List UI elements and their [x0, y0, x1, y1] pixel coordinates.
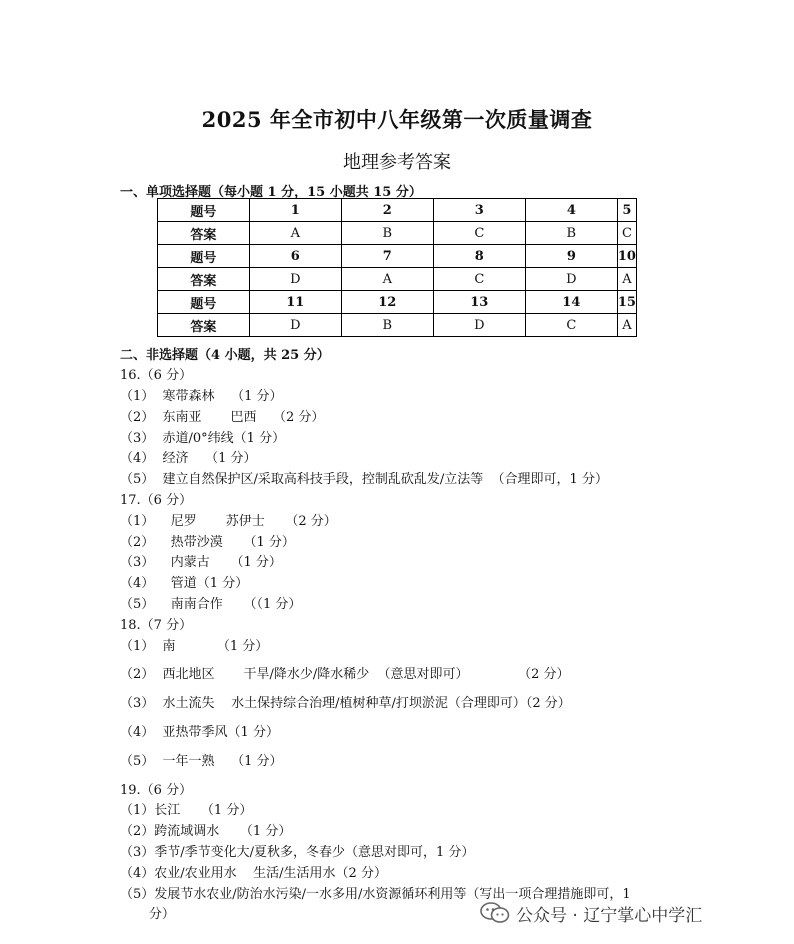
answer-cell: C	[433, 222, 525, 245]
row-label: 答案	[158, 268, 250, 291]
answer-cell: B	[341, 314, 433, 337]
question-number: 2	[341, 199, 433, 222]
q16-answer-4: （4） 经济 （1 分）	[120, 451, 257, 466]
q19-answer-1: （1）长江 （1 分）	[120, 803, 253, 818]
q16-answer-5: （5） 建立自然保护区/采取高科技手段，控制乱砍乱发/立法等 （合理即可，1 分）	[120, 472, 608, 487]
table-row	[158, 222, 637, 245]
q19-answer-5-cont: 分）	[120, 907, 175, 922]
q16-answer-3: （3） 赤道/0°纬线（1 分）	[120, 431, 286, 446]
document-subtitle: 地理参考答案	[343, 152, 451, 173]
answer-cell: A	[249, 222, 341, 245]
q18-answer-5: （5） 一年一熟 （1 分）	[120, 754, 283, 769]
q19-answer-4: （4）农业/农业用水 生活/生活用水（2 分）	[120, 866, 387, 881]
row-label: 题号	[158, 199, 250, 222]
q19-answer-3: （3）季节/季节变化大/夏秋多，冬春少（意思对即可，1 分）	[120, 845, 475, 860]
q18-answer-4: （4） 亚热带季风（1 分）	[120, 725, 279, 740]
row-label: 题号	[158, 245, 250, 268]
row-label: 答案	[158, 314, 250, 337]
answer-cell: B	[341, 222, 433, 245]
table-row	[158, 199, 637, 222]
q16-answer-2: （2） 东南亚 巴西 （2 分）	[120, 410, 325, 425]
answer-cell: D	[249, 314, 341, 337]
q19-answer-5: （5）发展节水农业/防治水污染/一水多用/水资源循环利用等（写出一项合理措施即可，1	[120, 887, 631, 902]
q18-heading: 18.（7 分）	[120, 618, 193, 633]
question-number: 7	[341, 245, 433, 268]
answer-table	[157, 198, 637, 337]
row-label: 答案	[158, 222, 250, 245]
question-number: 9	[525, 245, 617, 268]
q19-answer-2: （2）跨流域调水 （1 分）	[120, 824, 292, 839]
table-row	[158, 291, 637, 314]
table-row	[158, 268, 637, 291]
section1-heading: 一、单项选择题（每小题 1 分，15 小题共 15 分）	[120, 185, 422, 200]
question-number: 8	[433, 245, 525, 268]
q18-answer-2: （2） 西北地区 干旱/降水少/降水稀少 （意思对即可） （2 分）	[120, 667, 570, 682]
question-number: 11	[249, 291, 341, 314]
question-number: 1	[249, 199, 341, 222]
answer-cell: D	[433, 314, 525, 337]
q17-answer-1: （1） 尼罗 苏伊士 （2 分）	[120, 514, 337, 529]
answer-cell: C	[525, 314, 617, 337]
question-number: 5	[617, 199, 636, 222]
answer-cell: A	[617, 268, 636, 291]
answer-cell: D	[249, 268, 341, 291]
watermark-text: 公众号 · 辽宁掌心中学汇	[516, 905, 703, 926]
question-number: 4	[525, 199, 617, 222]
question-number: 6	[249, 245, 341, 268]
wechat-icon	[480, 902, 510, 924]
q17-answer-4: （4） 管道（1 分）	[120, 576, 249, 591]
table-row	[158, 245, 637, 268]
row-label: 题号	[158, 291, 250, 314]
answer-cell: C	[617, 222, 636, 245]
question-number: 15	[617, 291, 636, 314]
watermark	[480, 900, 702, 926]
q17-answer-2: （2） 热带沙漠 （1 分）	[120, 535, 295, 550]
q19-heading: 19.（6 分）	[120, 783, 193, 798]
section2-heading: 二、非选择题（4 小题，共 25 分）	[120, 348, 330, 363]
question-number: 10	[617, 245, 636, 268]
answer-cell: B	[525, 222, 617, 245]
question-number: 13	[433, 291, 525, 314]
q16-answer-1: （1） 寒带森林 （1 分）	[120, 389, 283, 404]
q18-answer-1: （1） 南 （1 分）	[120, 639, 269, 654]
q17-heading: 17.（6 分）	[120, 493, 193, 508]
table-row	[158, 314, 637, 337]
q17-answer-3: （3） 内蒙古 （1 分）	[120, 555, 282, 570]
answer-cell: C	[433, 268, 525, 291]
answer-cell: A	[617, 314, 636, 337]
q17-answer-5: （5） 南南合作 （（1 分）	[120, 597, 302, 612]
question-number: 14	[525, 291, 617, 314]
q16-heading: 16.（6 分）	[120, 368, 193, 383]
q18-answer-3: （3） 水土流失 水土保持综合治理/植树种草/打坝淤泥（合理即可）（2 分）	[120, 696, 571, 711]
answer-cell: D	[525, 268, 617, 291]
question-number: 12	[341, 291, 433, 314]
answer-cell: A	[341, 268, 433, 291]
question-number: 3	[433, 199, 525, 222]
document-title: 2025 年全市初中八年级第一次质量调查	[201, 107, 593, 132]
